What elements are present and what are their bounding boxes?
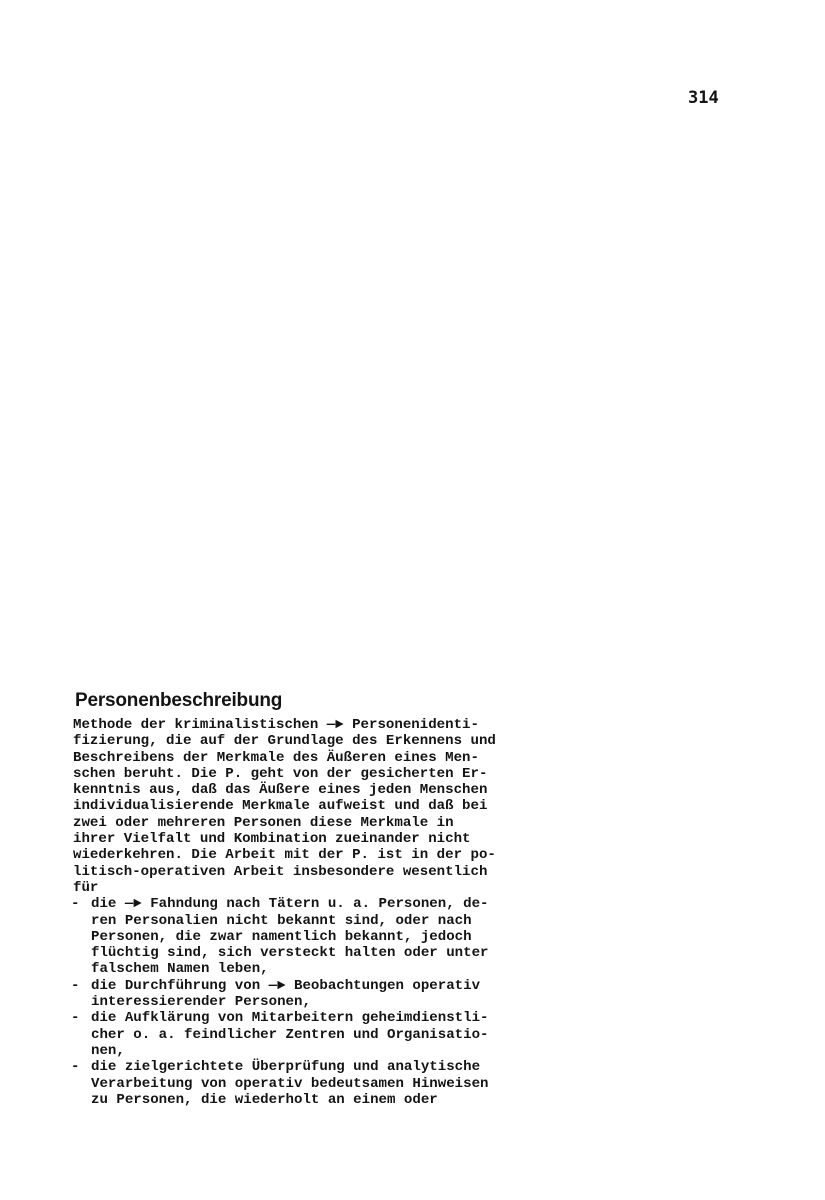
list-bullet: - bbox=[71, 1059, 80, 1076]
text-line: fizierung, die auf der Grundlage des Erkennens und bbox=[73, 733, 496, 750]
text-line: flüchtig sind, sich versteckt halten oder unter bbox=[91, 945, 489, 962]
text-line: für bbox=[73, 879, 99, 896]
text-line: die zielgerichtete Überprüfung und analytische bbox=[91, 1059, 481, 1076]
text-line: falschem Namen leben, bbox=[91, 961, 269, 978]
text-line: nen, bbox=[91, 1042, 125, 1059]
text-line: Verarbeitung von operativ bedeutsamen Hinweisen bbox=[91, 1075, 489, 1092]
text-line: Methode der kriminalistischen —► Personenidenti- bbox=[73, 717, 479, 733]
text-line: ren Personalien nicht bekannt sind, oder nach bbox=[91, 912, 472, 929]
list-item-ueberpruefung bbox=[73, 1059, 593, 1108]
text-line: litisch-operativen Arbeit insbesondere wesentlich bbox=[73, 863, 488, 880]
text-line: zwei oder mehreren Personen diese Merkmale in bbox=[73, 814, 454, 831]
text-line: wiederkehren. Die Arbeit mit der P. ist in der po- bbox=[73, 847, 496, 864]
list-item-fahndung bbox=[73, 896, 593, 977]
list-item-aufklaerung bbox=[73, 1010, 593, 1059]
entry-body bbox=[73, 717, 593, 1108]
list-bullet: - bbox=[71, 977, 80, 994]
list-bullet: - bbox=[71, 896, 80, 913]
text-line: zu Personen, die wiederholt an einem oder bbox=[91, 1091, 438, 1108]
list-bullet: - bbox=[71, 1010, 80, 1027]
entry-intro bbox=[73, 717, 593, 896]
list-item-beobachtungen bbox=[73, 978, 593, 1011]
page-number: 314 bbox=[688, 88, 719, 108]
text-line: die Aufklärung von Mitarbeitern geheimdienstli- bbox=[91, 1010, 489, 1027]
text-line: ihrer Vielfalt und Kombination zueinander nicht bbox=[73, 831, 471, 848]
text-line: die Durchführung von —► Beobachtungen operativ bbox=[91, 977, 481, 994]
text-line: die —► Fahndung nach Tätern u. a. Personen, de- bbox=[91, 896, 489, 913]
text-line: Personen, die zwar namentlich bekannt, jedoch bbox=[91, 928, 472, 945]
text-line: interessierender Personen, bbox=[91, 994, 311, 1011]
entry-heading: Personenbeschreibung bbox=[75, 690, 283, 711]
text-line: cher o. a. feindlicher Zentren und Organisatio- bbox=[91, 1026, 489, 1043]
text-line: Beschreibens der Merkmale des Äußeren eines Men- bbox=[73, 749, 479, 766]
text-line: individualisierende Merkmale aufweist und daß bei bbox=[73, 798, 488, 815]
text-line: schen beruht. Die P. geht von der gesicherten Er- bbox=[73, 765, 488, 782]
text-line: kenntnis aus, daß das Äußere eines jeden Menschen bbox=[73, 782, 488, 799]
